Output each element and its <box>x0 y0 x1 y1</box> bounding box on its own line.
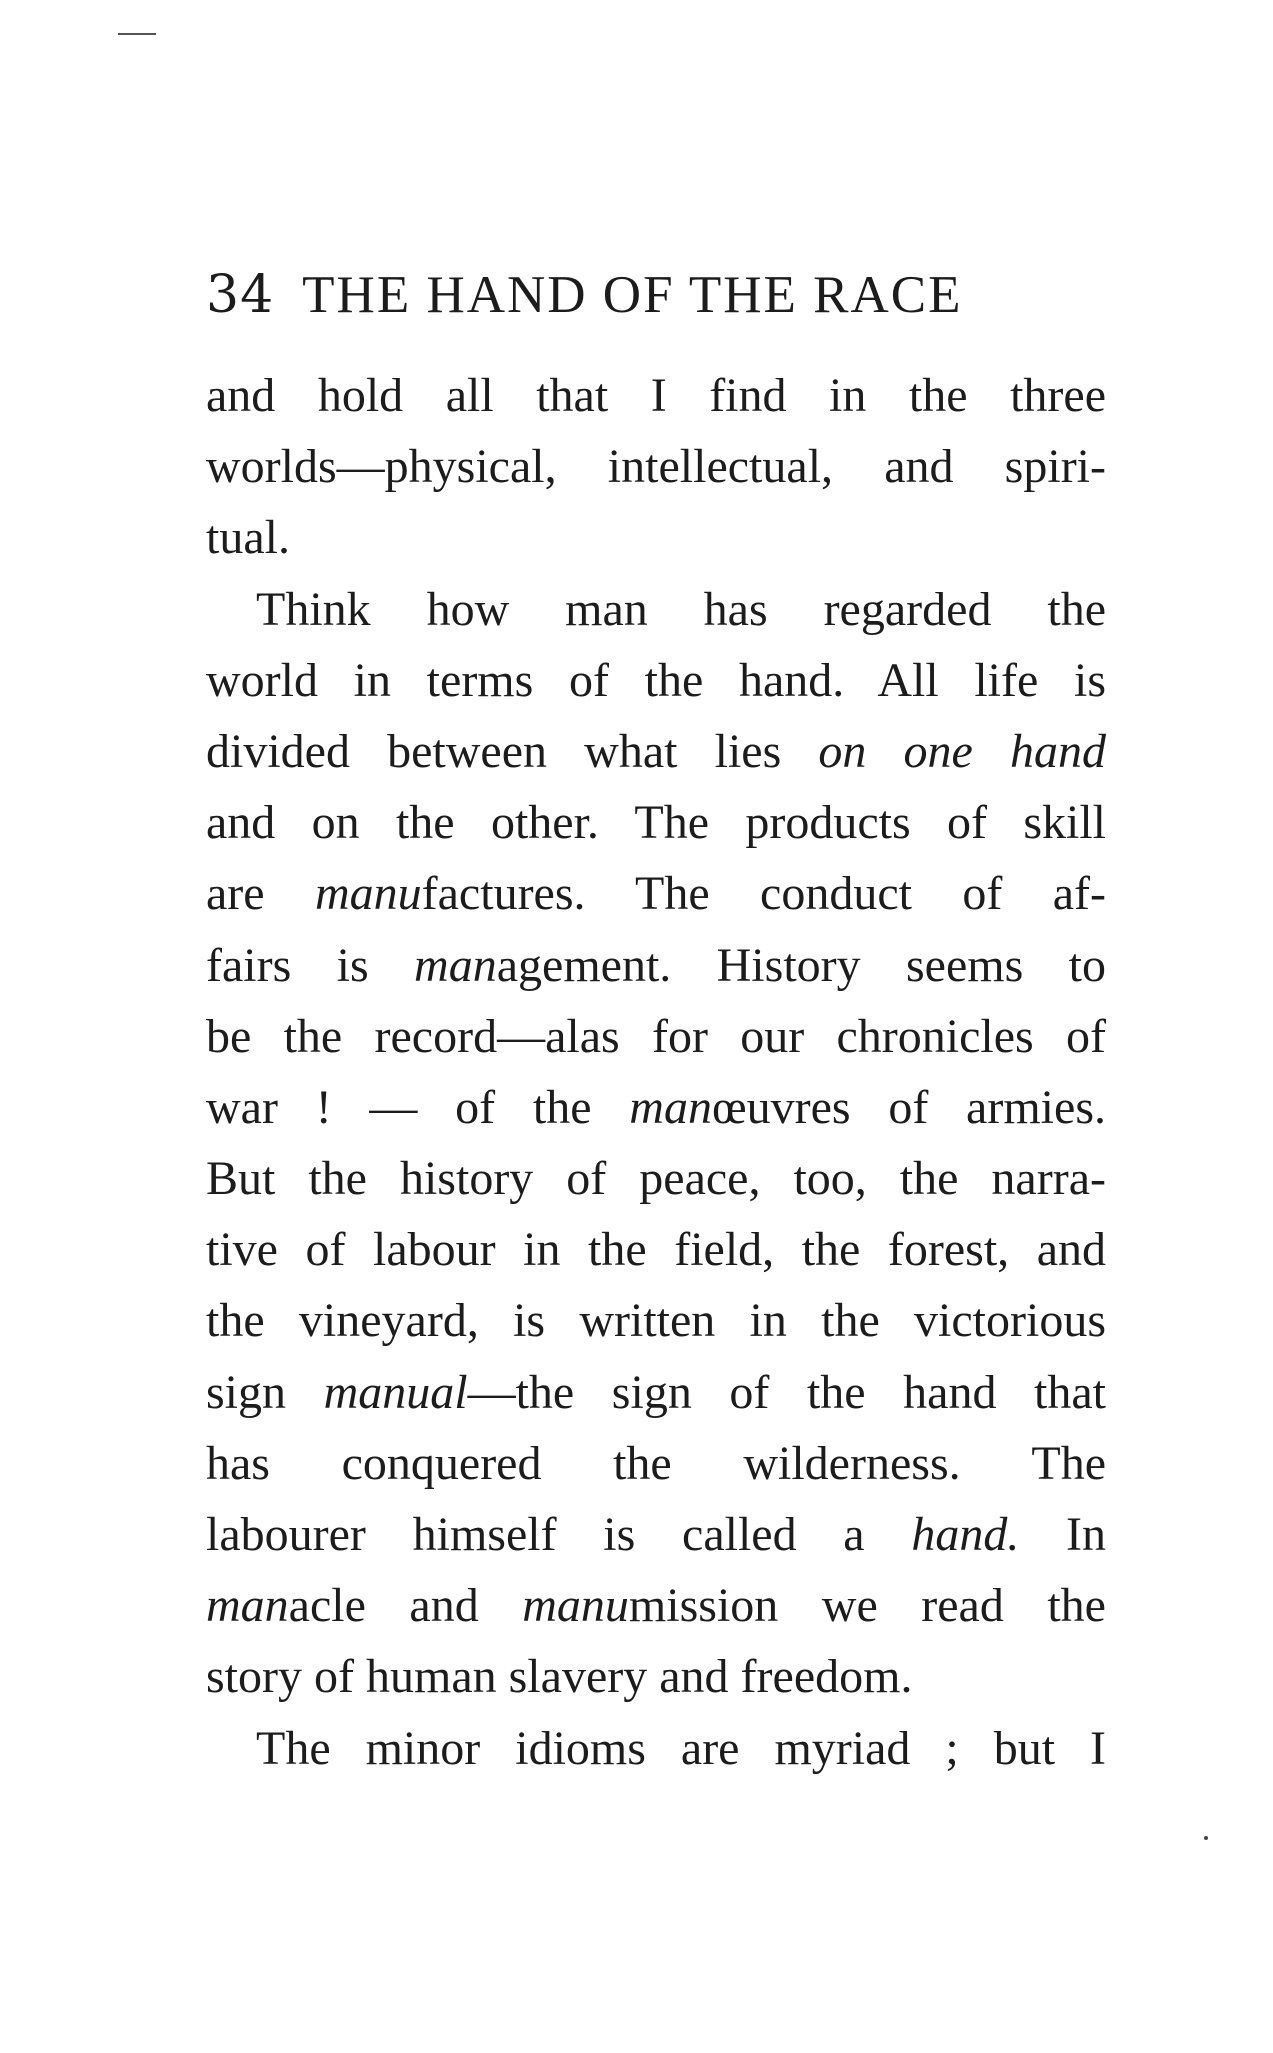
text-line <box>206 1570 1106 1641</box>
text-line <box>206 1428 1106 1499</box>
text-run: story of human slavery and freedom. <box>206 1650 913 1704</box>
page-number: 34 <box>206 265 275 325</box>
text-line <box>206 1713 1106 1784</box>
text-run: mission we read the <box>628 1579 1106 1633</box>
text-run: and hold all that I find in the three <box>206 369 1106 422</box>
text-line <box>206 716 1106 787</box>
italic-run: on one hand <box>818 724 1106 778</box>
text-line <box>206 360 1106 431</box>
text-run: Think how man has regarded the <box>256 582 1106 636</box>
text-line <box>206 787 1106 858</box>
italic-run: hand. <box>911 1508 1020 1561</box>
text-run: tual. <box>206 511 290 565</box>
body-text <box>206 360 1106 1784</box>
text-run: and on the other. The products of skill <box>206 796 1106 850</box>
text-run: tive of labour in the field, the forest, and <box>206 1223 1106 1277</box>
text-run: sign <box>206 1365 324 1419</box>
italic-run: manu <box>522 1579 629 1633</box>
text-run: are <box>206 867 315 921</box>
text-run: fairs is <box>206 938 415 992</box>
italic-run: manu <box>314 867 422 921</box>
text-run: agement. History seems to <box>496 938 1106 992</box>
italic-run: man <box>414 938 497 992</box>
text-line <box>206 1641 1106 1712</box>
text-line <box>206 574 1106 645</box>
text-line <box>206 645 1106 716</box>
text-line <box>206 1357 1106 1428</box>
text-run: labourer himself is called a <box>206 1508 912 1561</box>
text-line <box>206 930 1106 1001</box>
text-run: worlds—physical, intellectual, and spiri- <box>206 440 1106 494</box>
text-run: —the sign of the hand that <box>467 1365 1106 1419</box>
text-line <box>206 1001 1106 1072</box>
text-run: The minor idioms are myriad ; but I <box>256 1721 1106 1775</box>
italic-run: manual <box>323 1365 468 1419</box>
text-line <box>206 858 1106 929</box>
text-line <box>206 1143 1106 1214</box>
running-title: THE HAND OF THE RACE <box>302 266 963 324</box>
text-line <box>206 1285 1106 1356</box>
text-line <box>206 1214 1106 1285</box>
text-run: world in terms of the hand. All life is <box>206 653 1106 707</box>
text-line <box>206 1499 1106 1570</box>
text-run: factures. The conduct of af- <box>421 867 1106 921</box>
text-run: In <box>1019 1508 1106 1561</box>
text-run: œuvres of armies. <box>711 1080 1106 1134</box>
text-run: be the record—alas for our chronicles of <box>206 1009 1106 1063</box>
text-line <box>206 502 1106 573</box>
page-header <box>206 265 1106 325</box>
italic-run: man <box>629 1080 712 1134</box>
text-line <box>206 431 1106 502</box>
text-run: But the history of peace, too, the narra- <box>206 1152 1106 1206</box>
text-run: has conquered the wilderness. The <box>206 1436 1106 1490</box>
scan-mark <box>118 33 156 35</box>
italic-run: man <box>206 1579 289 1633</box>
scan-speck <box>1204 1836 1208 1840</box>
text-run: acle and <box>288 1579 523 1633</box>
text-run: war ! — of the <box>206 1080 630 1134</box>
text-run: divided between what lies <box>206 724 819 778</box>
text-run: the vineyard, is written in the victorious <box>206 1294 1106 1348</box>
text-line <box>206 1072 1106 1143</box>
